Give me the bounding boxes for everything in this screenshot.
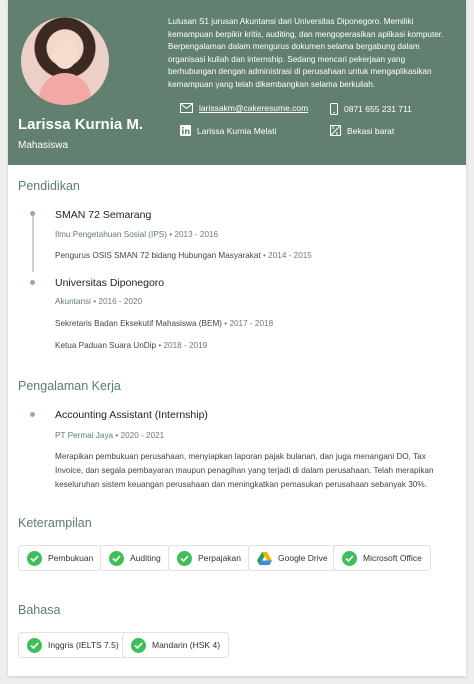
activity-text: Pengurus OSIS SMAN 72 bidang Hubungan Masyarakat [55,251,261,260]
education-activity [55,341,207,350]
linkedin-name: Larissa Kurnia Melati [197,125,277,136]
profile-bio: Lulusan S1 jurusan Akuntansi dari Universitas Diponegoro. Memiliki kemampuan berpikir kritis, auditing, dan mengoperasikan aplikasi komputer. Berpengalaman dalam mengurus dokumen selama bergabung dalam organisasi kuliah dan internship. Sedang mencari pekerjaan yang berhubungan dengan administrasi di perusahaan untuk mengaplikasikan kemampuan yang telah dikembangkan selama berkuliah. [168,17,444,89]
experience-description: Merapikan pembukuan perusahaan, menyiapkan laporan pajak bulanan, dan juga menangani DO, Tax Invoice, dan segala pembayaran maupun penagihan yang terjadi di dalam perusahaan. Telah merapikan keseluruhan sistem keuangan perusahaan dan meningkatkan pemasukan perusahaan sebanyak 30%. [55,452,434,489]
separator: • [169,230,173,239]
skill-chip [18,545,102,571]
experience-years: 2020 - 2021 [120,431,165,440]
check-icon [342,551,357,566]
linkedin-contact[interactable] [180,125,276,136]
skill-chip [100,545,170,571]
activity-years: 2014 - 2015 [268,251,312,260]
check-icon [177,551,192,566]
separator: • [115,431,119,440]
skill-label: Microsoft Office [363,553,422,563]
education-activity [55,319,273,328]
language-label: Inggris (IELTS 7.5) [48,640,119,650]
education-field-line [55,297,142,306]
linkedin-icon [180,125,191,136]
education-years: 2016 - 2020 [98,297,143,306]
education-school: Universitas Diponegoro [55,277,165,289]
location-text: Bekasi barat [347,125,395,136]
activity-text: Sekretaris Badan Eksekutif Mahasiswa (BEM) [55,319,222,328]
education-heading: Pendidikan [18,179,80,193]
location-contact [330,125,394,136]
language-label: Mandarin (HSK 4) [152,640,221,650]
mail-icon [180,103,193,113]
experience-title: Accounting Assistant (Internship) [55,409,208,421]
check-icon [109,551,124,566]
separator: • [263,251,266,260]
timeline-dot [30,280,35,285]
languages-heading: Bahasa [18,603,61,617]
skill-chip [333,545,431,571]
skill-label: Auditing [130,553,161,563]
check-icon [131,638,146,653]
profile-role: Mahasiswa [18,140,69,151]
skill-chip [248,545,337,571]
timeline-dot [30,412,35,417]
profile-photo [21,17,109,105]
skill-label: Google Drive [278,553,328,563]
skill-label: Perpajakan [198,553,242,563]
skill-label: Pembukuan [48,553,94,563]
activity-years: 2017 - 2018 [229,319,274,328]
timeline-dot [30,211,35,216]
phone-icon [330,103,338,115]
education-school: SMAN 72 Semarang [55,209,152,221]
activity-text: Ketua Paduan Suara UnDip [55,341,157,350]
email-contact[interactable] [180,103,308,113]
email-link[interactable]: larissakm@cakeresume.com [199,103,309,113]
resume-page [8,0,466,676]
profile-header [8,0,466,165]
check-icon [27,638,42,653]
phone-number: 0871 655 231 711 [344,104,412,114]
skills-heading: Keterampilan [18,516,92,530]
check-icon [27,551,42,566]
separator: • [93,297,97,306]
map-icon [330,125,341,136]
separator: • [158,341,162,350]
experience-company: PT Permai Jaya [55,431,114,440]
education-field: Akuntansi [55,297,91,306]
education-field-line [55,230,218,239]
profile-name: Larissa Kurnia M. [18,116,144,133]
phone-contact [330,103,412,115]
language-chip [18,632,128,658]
education-timeline [32,212,34,272]
language-chip [122,632,229,658]
activity-years: 2018 - 2019 [163,341,208,350]
education-years: 2013 - 2016 [174,230,219,239]
education-field: Ilmu Pengetahuan Sosial (IPS) [55,230,167,239]
experience-heading: Pengalaman Kerja [18,379,121,393]
experience-company-line [55,431,164,440]
skill-chip [168,545,250,571]
separator: • [224,319,228,328]
google-drive-icon [257,552,272,565]
education-activity [55,251,312,260]
